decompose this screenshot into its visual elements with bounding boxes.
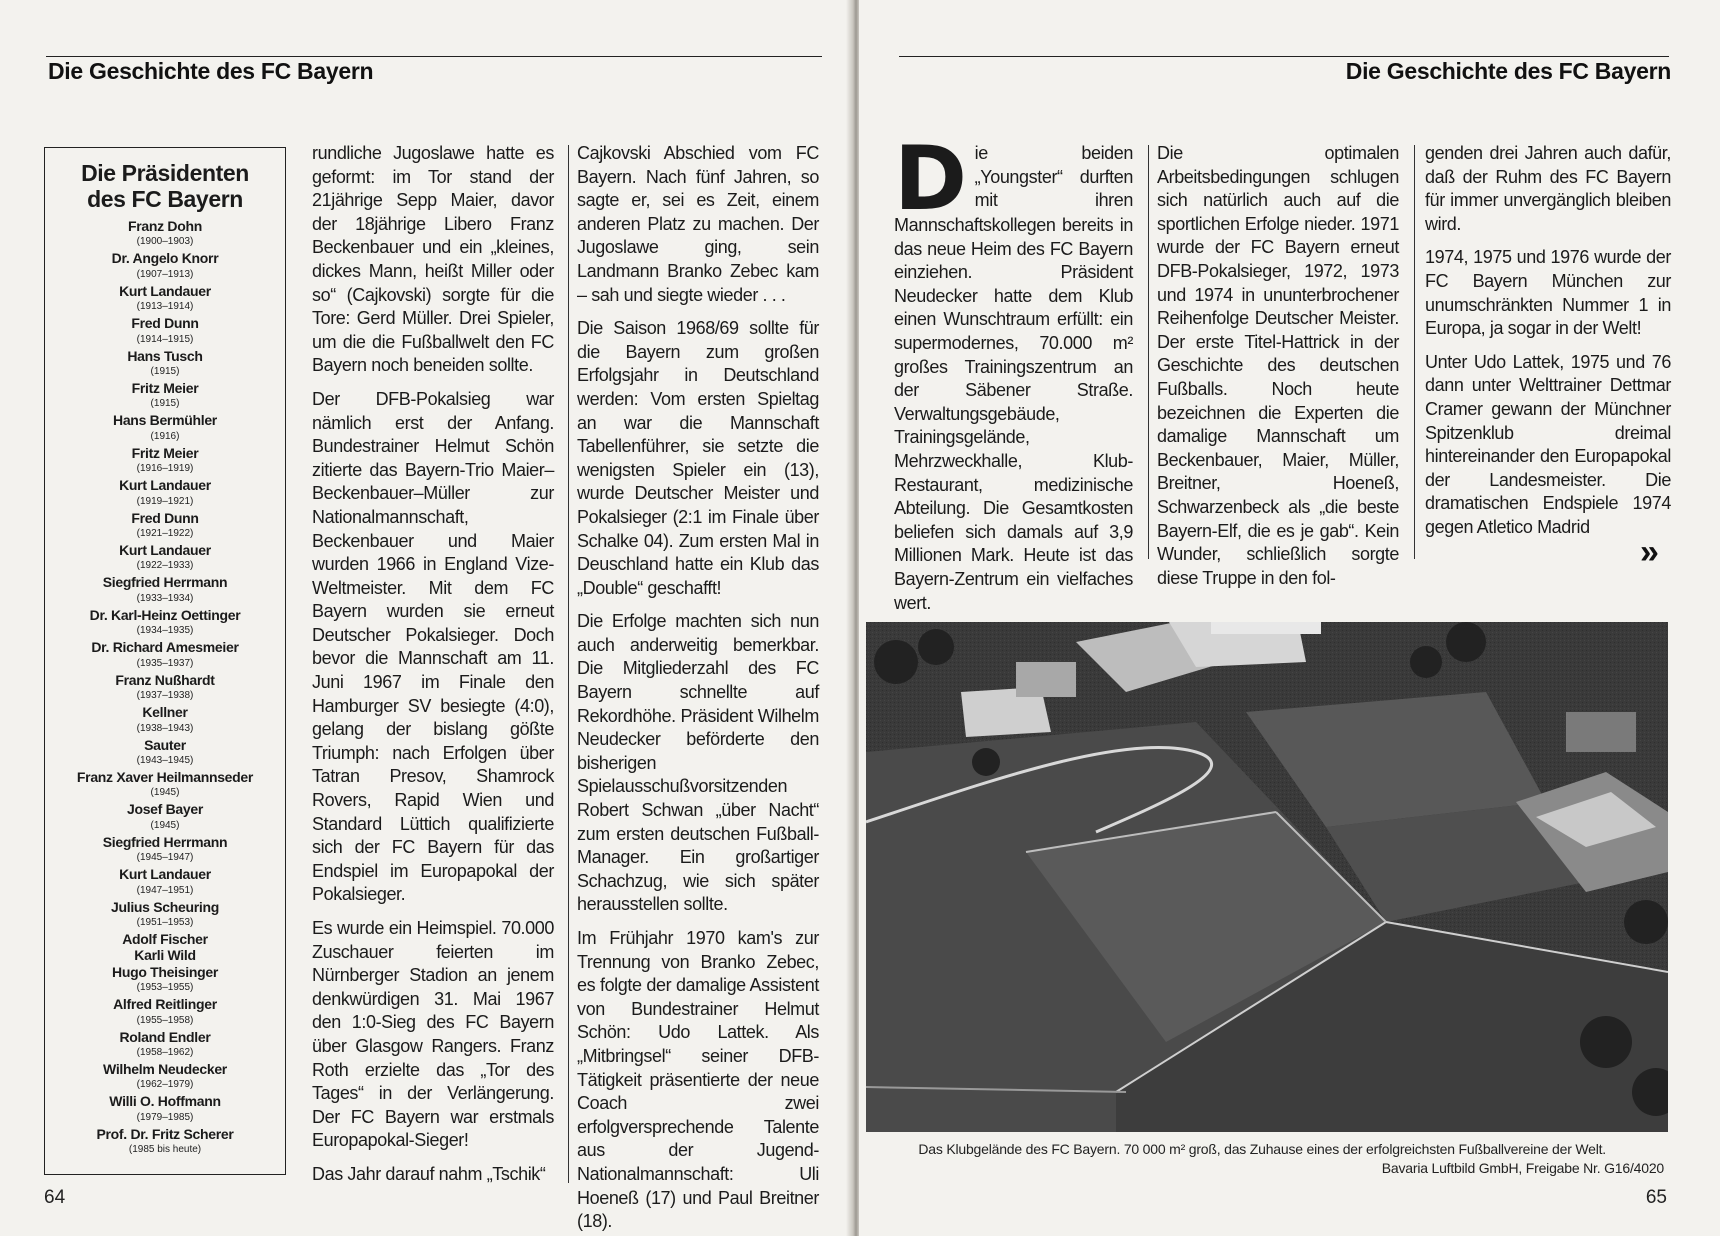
continue-arrow-icon: » <box>1640 533 1651 571</box>
president-years: (1962–1979) <box>136 1079 194 1091</box>
president-years: (1914–1915) <box>136 333 194 345</box>
president-entry <box>45 412 285 444</box>
president-years: (1945–1947) <box>136 852 194 864</box>
president-entry <box>45 542 285 574</box>
president-years: (1934–1935) <box>136 625 194 637</box>
president-entry <box>45 348 285 380</box>
president-name: Alfred Reitlinger <box>113 996 217 1013</box>
aerial-photo-illustration <box>866 622 1668 1132</box>
president-years: (1900–1903) <box>136 236 194 248</box>
president-entry <box>45 380 285 412</box>
president-name: Dr. Angelo Knorr <box>111 250 219 267</box>
president-entry <box>45 1093 285 1125</box>
paragraph: rundliche Jugoslawe hatte es geformt: im Tor stand der 21jährige Sepp Maier, davor der 18jährige Libero Franz Beckenbauer und ein „kleines, dickes Mann, heißt Miller oder so“ (Cajkovski) sorgte für die Tore: Gerd Müller. Drei Spieler, um die die Fußballwelt den FC Bayern noch beneiden sollte. <box>312 143 554 376</box>
paragraph: 1974, 1975 und 1976 wurde der FC Bayern München zur unumschränkten Nummer 1 in Europa, ja sogar in der Welt! <box>1425 247 1671 339</box>
paragraph: Das Jahr darauf nahm „Tschik“ <box>312 1163 546 1184</box>
president-name: Franz Xaver Heilmannseder <box>76 768 254 785</box>
paragraph: Cajkovski Abschied vom FC Bayern. Nach fünf Jahren, so sagte er, sei es Zeit, einem anderen Platz zu machen. Der Jugoslawe ging, sein Landmann Branko Zebec kam – sah und siegte wieder . . . <box>577 143 819 305</box>
president-years: (1916) <box>150 430 180 442</box>
president-entry <box>45 315 285 347</box>
president-name: Roland Endler <box>119 1028 211 1045</box>
photo-caption <box>866 1140 1664 1178</box>
president-name: Adolf Fischer <box>122 930 208 947</box>
president-years: (1953–1955) <box>136 982 194 994</box>
president-entry <box>45 964 285 996</box>
president-name: Hans Tusch <box>127 347 203 364</box>
president-name: Dr. Richard Amesmeier <box>91 639 239 656</box>
president-entry <box>45 769 285 801</box>
president-years: (1955–1958) <box>136 1014 194 1026</box>
president-years: (1915) <box>150 366 180 378</box>
president-name: Fritz Meier <box>131 444 199 461</box>
paragraph: Im Frühjahr 1970 kam's zur Trennung von Branko Zebec, es folgte der damalige Assistent von Bundestrainer Helmut Schön: Udo Lattek. Als „Mitbringsel“ seiner DFB-Tätigkeit präsentierte der neue Coach zwei erfolgversprechende Talente aus der Jugend-Nationalmannschaft: Uli Hoeneß (17) und Paul Breitner (18). <box>577 928 819 1232</box>
president-name: Siegfried Herrmann <box>102 574 228 591</box>
running-head-right: Die Geschichte des FC Bayern <box>1345 58 1671 84</box>
president-years: (1922–1933) <box>136 560 194 572</box>
president-years: (1945) <box>150 819 180 831</box>
president-entry <box>45 866 285 898</box>
sidebar-title-line1: Die Präsidenten <box>81 160 249 186</box>
right-column-2 <box>1157 142 1399 600</box>
president-entry <box>45 510 285 542</box>
president-name: Sauter <box>144 736 186 753</box>
president-name: Franz Nußhardt <box>115 671 215 688</box>
president-years: (1915) <box>150 398 180 410</box>
president-years: (1913–1914) <box>136 301 194 313</box>
right-column-2-text: Die optimalen Arbeitsbedingungen schlugen sich natürlich auch auf die sportlichen Erfolge nieder. 1971 wurde der FC Bayern erneut DFB-Pokalsieger, 1972, 1973 und 1974 in ununterbrochener Reihenfolge Deutscher Meister. Der erste Titel-Hattrick in der Geschichte des deutschen Fußballs. Noch heute bezeichnen die Experten die damalige Mannschaft um Beckenbauer, Maier, Müller, Breitner, Hoeneß, Schwarzenbeck als „die beste Bayern-Elf, die es je gab“. Kein Wunder, schließlich sorgte diese Truppe in den fol- <box>1157 143 1399 588</box>
president-years: (1943–1945) <box>136 754 194 766</box>
aerial-photo <box>866 622 1668 1132</box>
photo-caption-line1: Das Klubgelände des FC Bayern. 70 000 m² groß, das Zuhause eines der erfolgreichsten Fußballvereine der Welt. <box>918 1141 1606 1157</box>
president-entry <box>45 834 285 866</box>
president-name: Dr. Karl-Heinz Oettinger <box>89 606 241 623</box>
president-name: Franz Dohn <box>128 218 202 234</box>
paragraph: Es wurde ein Heimspiel. 70.000 Zuschauer feierten im Nürnberger Stadion an jenem denkwürdigen 31. Mai 1967 den 1:0-Sieg des FC Bayern über Glasgow Rangers. Franz Roth erzielte das „Tor des Tages“ in der Verlängerung. Der FC Bayern war erstmals Europapokal-Sieger! <box>312 918 554 1151</box>
president-entry <box>45 250 285 282</box>
top-rule-left <box>46 56 822 57</box>
page-number-right: 65 <box>1645 1187 1667 1208</box>
president-name: Siegfried Herrmann <box>102 833 228 850</box>
column-divider-right-1 <box>1148 145 1149 559</box>
president-name: Kurt Landauer <box>119 282 211 299</box>
president-years: (1935–1937) <box>136 657 194 669</box>
president-entry <box>45 607 285 639</box>
president-name: Fritz Meier <box>131 380 199 397</box>
presidents-list <box>45 218 285 1158</box>
left-column-2 <box>577 142 819 1236</box>
president-name: Willi O. Hoffmann <box>109 1093 221 1110</box>
drop-cap: D <box>894 127 967 230</box>
president-name: Kurt Landauer <box>119 477 211 494</box>
president-years: (1937–1938) <box>136 690 194 702</box>
president-years: (1938–1943) <box>136 722 194 734</box>
president-entry <box>45 931 285 947</box>
president-years: (1907–1913) <box>136 268 194 280</box>
right-column-1-text: ie beiden „Youngster“ durften mit ihren Mannschaftskollegen bereits in das neue Heim des FC Bayern einziehen. Präsident Neudecker hatte dem Klub einen Wunschtraum erfüllt: ein supermodernes, 70.000 m² großes Trainingszentrum an der Säbener Straße. Verwaltungsgebäude, Trainingsgelände, Mehrzweckhalle, Klub-Restaurant, medizinische Abteilung. Die Gesamtkosten beliefen sich damals auf 3,9 Millionen Mark. Heute ist das Bayern-Zentrum ein vielfaches wert. <box>894 143 1133 613</box>
president-name: Julius Scheuring <box>111 898 219 915</box>
top-rule-right <box>899 56 1669 57</box>
president-name: Kellner <box>142 704 188 721</box>
president-years: (1916–1919) <box>136 463 194 475</box>
president-entry <box>45 672 285 704</box>
president-entry <box>45 283 285 315</box>
president-entry <box>45 574 285 606</box>
president-years: (1985 bis heute) <box>128 1144 202 1156</box>
sidebar-title-line2: des FC Bayern <box>87 186 243 212</box>
president-years: (1951–1953) <box>136 916 194 928</box>
president-name: Josef Bayer <box>126 801 204 818</box>
photo-credit: Bavaria Luftbild GmbH, Freigabe Nr. G16/4020 <box>1381 1160 1664 1176</box>
presidents-sidebar <box>44 147 286 1175</box>
president-entry <box>45 1029 285 1061</box>
president-entry <box>45 899 285 931</box>
left-column-1 <box>312 142 554 1197</box>
right-column-1 <box>894 127 1133 625</box>
president-entry <box>45 947 285 963</box>
sidebar-title <box>45 160 285 212</box>
president-years: (1979–1985) <box>136 1111 194 1123</box>
paragraph: Der DFB-Pokalsieg war nämlich erst der Anfang. Bundestrainer Helmut Schön zitierte das Bayern-Trio Maier–Beckenbauer–Müller zur Nationalmannschaft, Beckenbauer und Maier wurden 1966 in England Vize-Weltmeister. Mit dem FC Bayern wurden sie erneut Deutscher Pokalsieger. Doch bevor die Mannschaft am 11. Juni 1967 im Finale den Hamburger SV besiegte (4:0), gelang der bislang gößte Triumph: nach Erfolgen über Tatran Presov, Shamrock Rovers, Rapid Wien und Standard Lüttich qualifizierte sich der FC Bayern für das Endspiel im Europapokal der Pokalsieger. <box>312 388 554 905</box>
president-entry <box>45 737 285 769</box>
paragraph: Die Saison 1968/69 sollte für die Bayern zum großen Erfolgsjahr in Deutschland werden: Vom ersten Spieltag an war die Mannschaft Tabellenführer, sie setzte die wenigsten Spieler ein (13), wurde Deutscher Meister und Pokalsieger (2:1 im Finale über Schalke 04). Zum ersten Mal in Deuschland hatte ein Klub das „Double“ geschafft! <box>577 318 819 598</box>
president-name: Hans Bermühler <box>113 412 217 429</box>
president-years: (1945) <box>150 787 180 799</box>
president-entry <box>45 1061 285 1093</box>
president-entry <box>45 639 285 671</box>
president-name: Hugo Theisinger <box>112 963 218 980</box>
president-entry <box>45 1126 285 1158</box>
paragraph: genden drei Jahren auch dafür, daß der Ruhm des FC Bayern für immer unvergänglich bleiben wird. <box>1425 143 1671 234</box>
president-entry <box>45 996 285 1028</box>
president-name: Wilhelm Neudecker <box>103 1060 227 1077</box>
president-years: (1958–1962) <box>136 1046 194 1058</box>
running-head-left: Die Geschichte des FC Bayern <box>48 58 374 84</box>
president-entry <box>45 801 285 833</box>
president-entry <box>45 445 285 477</box>
president-years: (1947–1951) <box>136 884 194 896</box>
president-name: Kurt Landauer <box>119 542 211 559</box>
president-name: Fred Dunn <box>131 315 199 332</box>
president-years: (1933–1934) <box>136 592 194 604</box>
right-column-3 <box>1425 142 1671 550</box>
paragraph: Unter Udo Lattek, 1975 und 76 dann unter Welttrainer Dettmar Cramer gewann der Münchner Spitzenklub dreimal hintereinander den Europapokal der Landesmeister. Die dramatischen Endspiele 1974 gegen Atletico Madrid <box>1425 351 1671 537</box>
president-entry <box>45 704 285 736</box>
paragraph: Die Erfolge machten sich nun auch anderweitig bemerkbar. Die Mitgliederzahl des FC Bayern schnellte auf Rekordhöhe. Präsident Wilhelm Neudecker beförderte den bisherigen Spielausschußvorsitzenden Robert Schwan „über Nacht“ zum ersten deutschen Fußball-Manager. Ein großartiger Schachzug, wie sich später herausstellen sollte. <box>577 611 819 915</box>
president-entry <box>45 477 285 509</box>
column-divider-left <box>568 145 569 1183</box>
president-years: (1919–1921) <box>136 495 194 507</box>
president-name: Kurt Landauer <box>119 866 211 883</box>
column-divider-right-2 <box>1414 145 1415 559</box>
president-name: Fred Dunn <box>131 509 199 526</box>
president-years: (1921–1922) <box>136 528 194 540</box>
president-name: Prof. Dr. Fritz Scherer <box>96 1125 234 1142</box>
page-number-left: 64 <box>44 1187 66 1208</box>
president-name: Karli Wild <box>134 947 196 964</box>
president-entry <box>45 218 285 250</box>
left-page <box>0 0 853 1236</box>
